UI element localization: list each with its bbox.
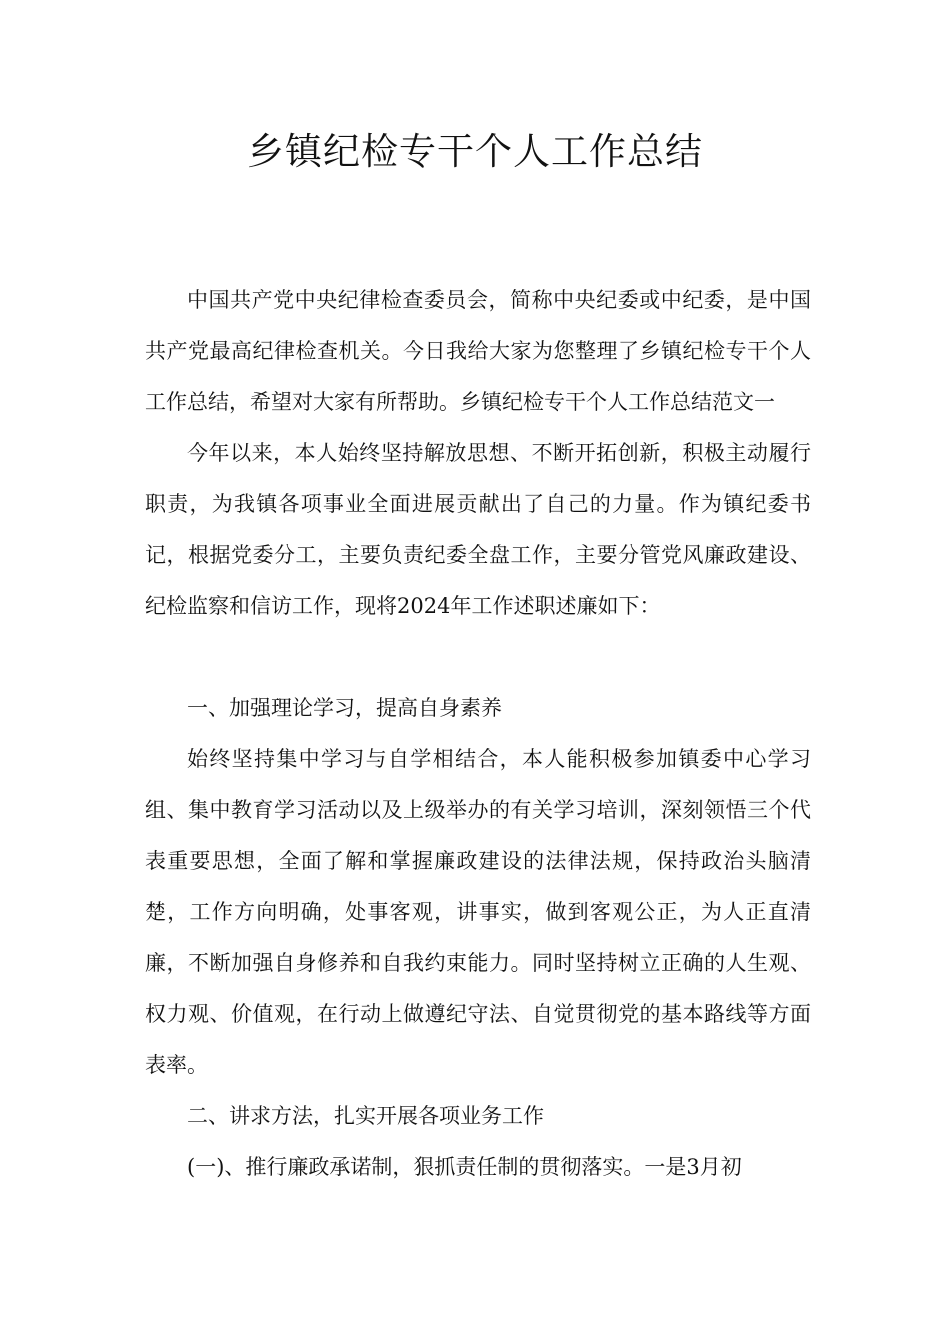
document-body <box>145 275 811 1193</box>
paragraph-gap <box>145 632 811 683</box>
paragraph-intro: 中国共产党中央纪律检查委员会，简称中央纪委或中纪委，是中国共产党最高纪律检查机关。今日我给大家为您整理了乡镇纪检专干个人工作总结，希望对大家有所帮助。乡镇纪检专干个人工作总结范文一 <box>145 288 811 414</box>
paragraph-theory-study: 始终坚持集中学习与自学相结合，本人能积极参加镇委中心学习组、集中教育学习活动以及上级举办的有关学习培训，深刻领悟三个代表重要思想，全面了解和掌握廉政建设的法律法规，保持政治头脑清楚，工作方向明确，处事客观，讲事实，做到客观公正，为人正直清廉，不断加强自身修养和自我约束能力。同时坚持树立正确的人生观、权力观、价值观，在行动上做遵纪守法、自觉贯彻党的基本路线等方面表率。 <box>145 747 811 1077</box>
document-title: 乡镇纪检专干个人工作总结 <box>247 130 703 173</box>
section-heading-2: 二、讲求方法，扎实开展各项业务工作 <box>187 1104 544 1128</box>
paragraph-subsection-1: (一)、推行廉政承诺制，狠抓责任制的贯彻落实。一是3月初 <box>187 1155 742 1179</box>
paragraph-summary: 今年以来，本人始终坚持解放思想、不断开拓创新，积极主动履行职责，为我镇各项事业全面进展贡献出了自己的力量。作为镇纪委书记，根据党委分工，主要负责纪委全盘工作，主要分管党风廉政建设、纪检监察和信访工作，现将2024年工作述职述廉如下： <box>145 441 811 618</box>
section-heading-1: 一、加强理论学习，提高自身素养 <box>187 696 502 720</box>
